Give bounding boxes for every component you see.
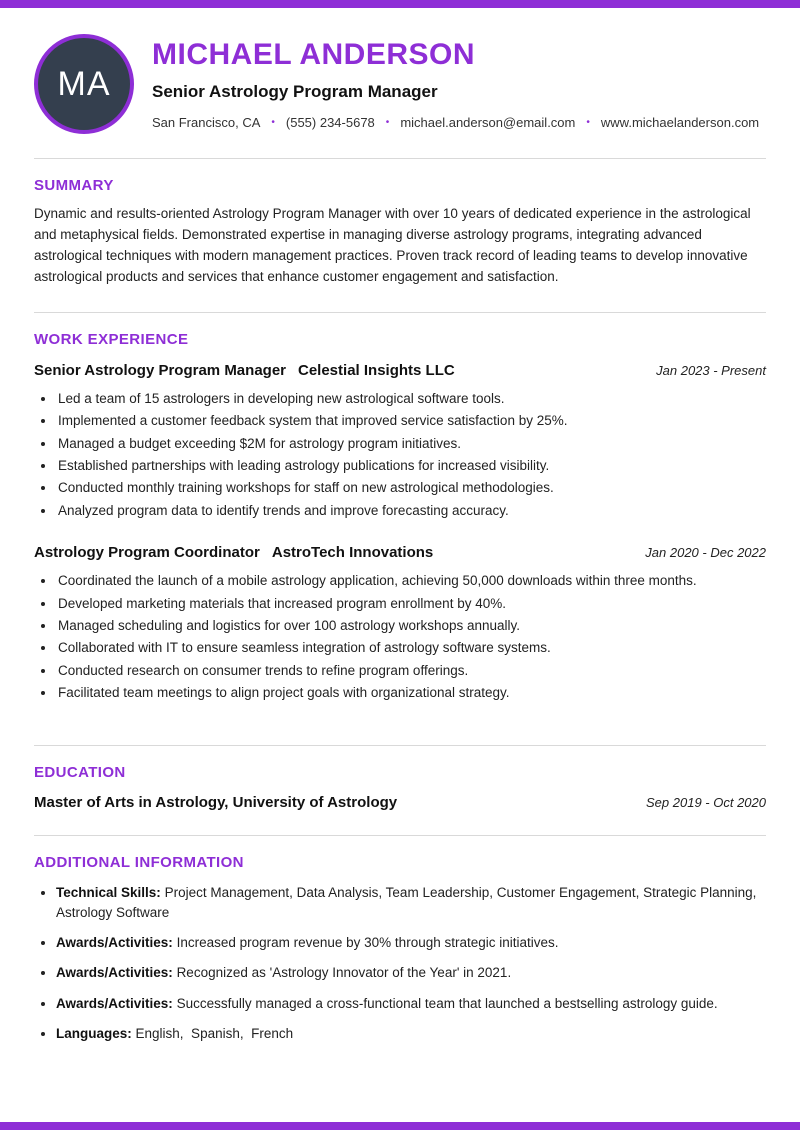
additional-item-label: Awards/Activities: — [56, 935, 173, 951]
contact-separator-dot: • — [385, 117, 390, 128]
contact-website: www.michaelanderson.com — [600, 115, 760, 130]
additional-item-text: English, Spanish, French — [135, 1025, 294, 1041]
additional-item — [56, 933, 766, 953]
job-bullet: • Managed a budget exceeding $2M for astrology program initiatives. — [56, 433, 766, 455]
job-bullet: • Developed marketing materials that increased program enrollment by 40%. — [56, 593, 766, 615]
summary-text: Dynamic and results-oriented Astrology Program Manager with over 10 years of dedicated experience in the astrological and metaphysical fields. Demonstrated expertise in managing diverse astrology programs, integrating advanced astrological techniques with modern management practices. Proven track record of leading teams to develop innovative astrological products and services that enhance customer engagement and satisfaction. — [34, 206, 751, 284]
top-accent-bar — [0, 0, 800, 8]
additional-item — [56, 883, 766, 924]
job-title: Astrology Program Coordinator — [34, 544, 260, 562]
job-bullet: • Managed scheduling and logistics for over 100 astrology workshops annually. — [56, 615, 766, 637]
additional-item — [56, 963, 766, 983]
summary-section — [34, 177, 766, 288]
job-bullet: • Coordinated the launch of a mobile astrology application, achieving 50,000 downloads within three months. — [56, 570, 766, 592]
contact-location: San Francisco, CA — [152, 115, 261, 130]
additional-item-label: Technical Skills: — [56, 884, 161, 900]
job-bullet: • Implemented a customer feedback system that improved service satisfaction by 25%. — [56, 410, 766, 432]
job-header — [34, 544, 766, 561]
job-bullet: • Led a team of 15 astrologers in developing new astrological software tools. — [56, 388, 766, 410]
job-bullet: • Conducted research on consumer trends to refine program offerings. — [56, 660, 766, 682]
page-title: MICHAEL ANDERSON — [152, 38, 476, 71]
job-bullet: • Conducted monthly training workshops for staff on new astrological methodologies. — [56, 477, 766, 499]
job-title: Senior Astrology Program Manager — [34, 361, 286, 379]
additional-item-label: Awards/Activities: — [56, 995, 173, 1011]
additional-item — [56, 1024, 766, 1044]
avatar — [34, 34, 134, 134]
job-entry — [34, 544, 766, 704]
job-bullet: • Collaborated with IT to ensure seamless integration of astrology software systems. — [56, 637, 766, 659]
job-title-company — [34, 362, 455, 379]
header — [34, 34, 766, 134]
job-bullet: • Established partnerships with leading astrology publications for increased visibility. — [56, 455, 766, 477]
additional-information-list — [56, 883, 766, 1045]
job-company: Celestial Insights LLC — [298, 361, 455, 379]
avatar-initials: MA — [57, 64, 111, 103]
job-dates: Jan 2023 - Present — [656, 362, 766, 378]
bottom-accent-bar — [0, 1122, 800, 1130]
additional-item-text: Project Management, Data Analysis, Team Leadership, Customer Engagement, Strategic Planning, Astrology Software — [56, 884, 760, 920]
contact-line — [152, 115, 759, 130]
work-experience-section — [34, 331, 766, 705]
education-degree: Master of Arts in Astrology, University of Astrology — [34, 793, 398, 811]
contact-separator-dot: • — [586, 117, 590, 128]
additional-item-text: Successfully managed a cross-functional team that launched a bestselling astrology guide. — [176, 995, 718, 1011]
job-title-company — [34, 544, 433, 561]
additional-item-label: Awards/Activities: — [56, 965, 173, 981]
additional-information-heading: ADDITIONAL INFORMATION — [34, 853, 244, 871]
additional-information-section — [34, 854, 766, 1045]
education-dates: Sep 2019 - Oct 2020 — [646, 794, 766, 810]
contact-email: michael.anderson@email.com — [400, 115, 576, 130]
job-bullet: • Facilitated team meetings to align project goals with organizational strategy. — [56, 682, 766, 704]
work-experience-heading: WORK EXPERIENCE — [34, 330, 189, 348]
additional-item-text: Increased program revenue by 30% through strategic initiatives. — [176, 935, 559, 951]
job-bullet: • Analyzed program data to identify trends and improve forecasting accuracy. — [56, 500, 766, 522]
job-company: AstroTech Innovations — [271, 544, 434, 562]
education-entry — [34, 794, 766, 811]
header-text — [152, 38, 759, 130]
job-dates: Jan 2020 - Dec 2022 — [645, 545, 766, 561]
job-header — [34, 362, 766, 379]
section-divider — [34, 745, 766, 746]
contact-separator-dot: • — [271, 117, 275, 128]
education-heading: EDUCATION — [34, 763, 126, 781]
job-bullet-list — [56, 388, 766, 522]
header-job-title: Senior Astrology Program Manager — [152, 82, 438, 101]
summary-heading: SUMMARY — [34, 177, 114, 194]
section-divider — [34, 835, 766, 836]
section-divider — [34, 312, 766, 313]
education-section — [34, 764, 766, 811]
additional-item-label: Languages: — [56, 1025, 132, 1041]
contact-phone: (555) 234-5678 — [285, 115, 375, 130]
section-divider — [34, 158, 766, 159]
job-entry — [34, 362, 766, 522]
additional-item-text: Recognized as 'Astrology Innovator of the Year' in 2021. — [176, 965, 512, 981]
job-bullet-list — [56, 570, 766, 704]
additional-item — [56, 994, 766, 1014]
